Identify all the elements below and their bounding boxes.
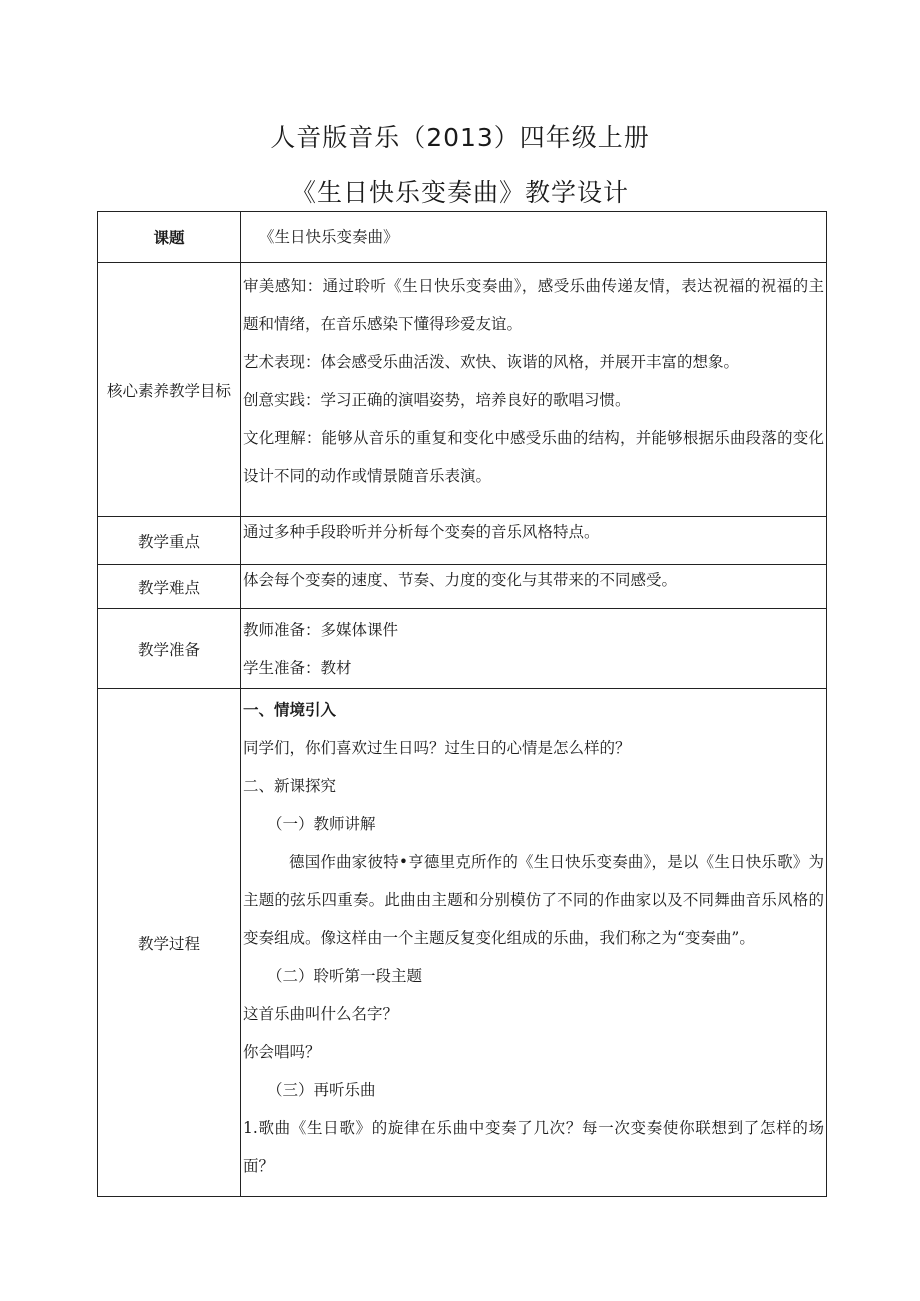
row-objectives (98, 263, 827, 517)
preparation-label: 教学准备 (98, 609, 241, 689)
difficulty-value: 体会每个变奏的速度、节奏、力度的变化与其带来的不同感受。 (243, 571, 678, 589)
row-key-point (98, 517, 827, 565)
preparation-student: 学生准备：教材 (243, 659, 352, 677)
row-process (98, 689, 827, 1197)
objective-expression: 艺术表现：体会感受乐曲活泼、欢快、诙谐的风格，并展开丰富的想象。 (243, 353, 740, 371)
objectives-cell (241, 263, 827, 517)
objective-aesthetic: 审美感知：通过聆听《生日快乐变奏曲》，感受乐曲传递友情，表达祝福的祝福的主题和情绪，在音乐感染下懂得珍爱友谊。 (243, 277, 824, 333)
process-sub2-question2: 你会唱吗？ (243, 1043, 321, 1061)
difficulty-label: 教学难点 (98, 565, 241, 609)
process-sub3-question1: 1.歌曲《生日歌》的旋律在乐曲中变奏了几次？每一次变奏使你联想到了怎样的场面？ (243, 1119, 824, 1175)
document-title: 人音版音乐（2013）四年级上册 (270, 123, 650, 152)
process-cell (241, 689, 827, 1197)
row-difficulty (98, 565, 827, 609)
process-section2-heading: 二、新课探究 (243, 777, 337, 795)
process-sub3-heading: （三）再听乐曲 (267, 1081, 376, 1099)
difficulty-cell (241, 565, 827, 609)
process-section1-heading: 一、情境引入 (243, 701, 337, 719)
preparation-cell (241, 609, 827, 689)
process-section1-text: 同学们，你们喜欢过生日吗？过生日的心情是怎么样的？ (243, 739, 631, 757)
process-label: 教学过程 (98, 689, 241, 1197)
key-point-cell (241, 517, 827, 565)
lesson-plan-table (97, 211, 827, 1197)
topic-value: 《生日快乐变奏曲》 (259, 228, 399, 246)
process-sub2-question1: 这首乐曲叫什么名字？ (243, 1005, 399, 1023)
preparation-teacher: 教师准备：多媒体课件 (243, 621, 399, 639)
key-point-label: 教学重点 (98, 517, 241, 565)
topic-value-cell (241, 212, 827, 263)
objective-culture: 文化理解：能够从音乐的重复和变化中感受乐曲的结构，并能够根据乐曲段落的变化设计不同的动作或情景随音乐表演。 (243, 429, 824, 485)
process-sub1-text: 德国作曲家彼特•亨德里克所作的《生日快乐变奏曲》，是以《生日快乐歌》为主题的弦乐四重奏。此曲由主题和分别模仿了不同的作曲家以及不同舞曲音乐风格的变奏组成。像这样由一个主题反复变化组成的乐曲，我们称之为“变奏曲”。 (243, 853, 824, 947)
objective-practice: 创意实践：学习正确的演唱姿势，培养良好的歌唱习惯。 (243, 391, 631, 409)
process-sub2-heading: （二）聆听第一段主题 (267, 967, 423, 985)
row-preparation (98, 609, 827, 689)
row-topic (98, 212, 827, 263)
objectives-label: 核心素养教学目标 (98, 263, 241, 517)
key-point-value: 通过多种手段聆听并分析每个变奏的音乐风格特点。 (243, 523, 600, 541)
process-sub1-heading: （一）教师讲解 (267, 815, 376, 833)
document-subtitle: 《生日快乐变奏曲》教学设计 (290, 178, 629, 207)
topic-label: 课题 (98, 212, 241, 263)
